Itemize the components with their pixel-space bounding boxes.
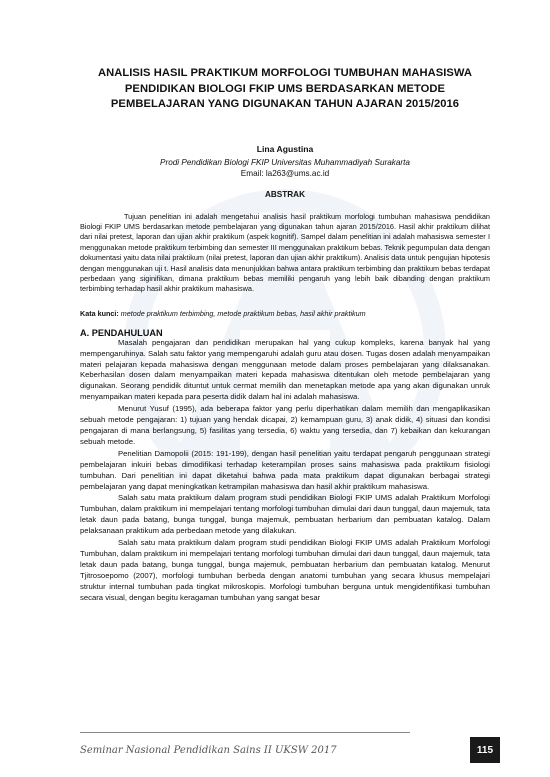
paper-page: [80, 66, 490, 604]
body-paragraph: Salah satu mata praktikum dalam program studi pendidikan Biologi FKIP UMS adalah Praktikum Morfologi Tumbuhan, dalam praktikum ini mempelajari tentang morfologi tumbuhan dimulai dari daun tunggal, daun majemuk, tata letak daun pada batang, bunga tunggal, bunga majemuk, pembuatan herbarium dan pembuatan katalog. Menurut Tjitrosoepomo (2007), morfologi tumbuhan berbeda dengan anatomi tumbuhan yang secara khusus mempelajari struktur internal tumbuhan pada tingkat mikroskopis. Morfologi tumbuhan berguna untuk mengidentifikasi tumbuhan secara visual, dengan begitu keragaman tumbuhan yang sangat besar: [80, 538, 490, 602]
paper-title: ANALISIS HASIL PRAKTIKUM MORFOLOGI TUMBUHAN MAHASISWA PENDIDIKAN BIOLOGI FKIP UMS BERDASARKAN METODE PEMBELAJARAN YANG DIGUNAKAN TAHUN AJARAN 2015/2016: [97, 67, 473, 110]
body-paragraph: Menurut Yusuf (1995), ada beberapa faktor yang perlu diperhatikan dalam memilih dan mengaplikasikan sebuah metode pengajaran: 1) tujuan yang hendak dicapai, 2) kemampuan guru, 3) anak didik, 4) situasi dan kondisi pengajaran di mana berlangsung, 5) fasilitas yang tersedia, 6) waktu yang tersedia, dan 7) kebaikan dan kekurangan sebuah metode.: [80, 404, 490, 446]
abstract-text: Tujuan penelitian ini adalah mengetahui analisis hasil praktikum morfologi tumbuhan mahasiswa pendidikan Biologi FKIP UMS berdasarkan metode pembelajaran yang digunakan tahun ajaran 2015/2016. Hasil akhir praktikum dilihat dari nilai pretest, laporan dan ujian akhir praktikum (aspek kognitif). Sampel dalam penelitian ini adalah mahasiswa semester I menggunakan metode praktikum terbimbing dan semester III menggunakan praktikum bebas. Teknik pegumpulan data dengan dokumentasi yaitu data nilai praktikum (nilai pretest, laporan dan ujian akhir praktikum). Analisis data untuk pengujian hipotesis dengan menggunakan uji t. Hasil analisis data menunjukkan bahwa antara praktikum terbimbing dan praktikum bebas terdapat perbedaan yang siginifikan, dimana praktikum bebas memiliki pengaruh yang lebih baik dibanding dengan praktikum terbimbing terhadap hasil akhir praktikum mahasiswa.: [80, 211, 490, 294]
body-paragraph: Salah satu mata praktikum dalam program studi pendidikan Biologi FKIP UMS adalah Praktikum Morfologi Tumbuhan, dalam praktikum ini mempelajari tentang morfologi tumbuhan dimulai dari daun tunggal, daun majemuk, tata letak daun pada batang, bunga tunggal, bunga majemuk, pembuatan herbarium dan pembuatan katalog. Dalam pelaksanaan praktikum ada perbedaan metode yang dilakukan.: [80, 493, 490, 536]
author-name: Lina Agustina: [256, 143, 314, 154]
section-heading: A. PENDAHULUAN: [80, 327, 163, 338]
footer-divider: [80, 732, 410, 733]
author-affiliation: Prodi Pendidikan Biologi FKIP Universitas Muhammadiyah Surakarta: [160, 157, 410, 167]
body-paragraph: Masalah pengajaran dan pendidikan merupakan hal yang cukup kompleks, karena banyak hal yang mempengaruhinya. Salah satu faktor yang mempengaruhi adalah guru atau dosen. Tugas dosen adalah menyampaikan materi pelajaran kepada mahasiswa dengan menggunaan metode dalam proses pembelajaran yang dilaksanakan. Keberhasilan dosen dalam menyampaikan materi kepada mahasiswa ditentukan oleh metode pembelajaran yang digunakan. Seorang pendidik dituntut untuk cermat memilih dan menetapkan metode apa yang akan digunakan unruk menyampaikan materi kepada para peserta didik dalam hal ini adalah mahasiswa.: [80, 337, 490, 402]
abstract-heading: ABSTRAK: [264, 189, 306, 199]
keywords: [80, 309, 490, 318]
keywords-label: Kata kunci:: [80, 308, 119, 318]
keywords-value: metode praktikum terbimbing, metode praktikum bebas, hasil akhir praktikum: [120, 308, 366, 318]
body-paragraph: Penelitian Damopolii (2015: 191-199), dengan hasil penelitian yaitu terdapat pengaruh penggunaan strategi pembelajaran inkuiri bebas dimodifikasi terhadap keterampilan proses sains mahasiswa pada praktikum fisiologi tumbuhan. Dari penelitian ini dapat diketahui bahwa pada mata praktikum dapat digunakan berbagai strategi pembelajaran yang dapat meningkatkan ketrampilan mahasiswa dan hasil akhir praktikum mahasiswa.: [80, 448, 490, 491]
page-number: 115: [470, 737, 500, 763]
author-email: Email: la263@ums.ac.id: [240, 168, 330, 178]
footer-conference: Seminar Nasional Pendidikan Sains II UKSW 2017: [80, 745, 337, 756]
